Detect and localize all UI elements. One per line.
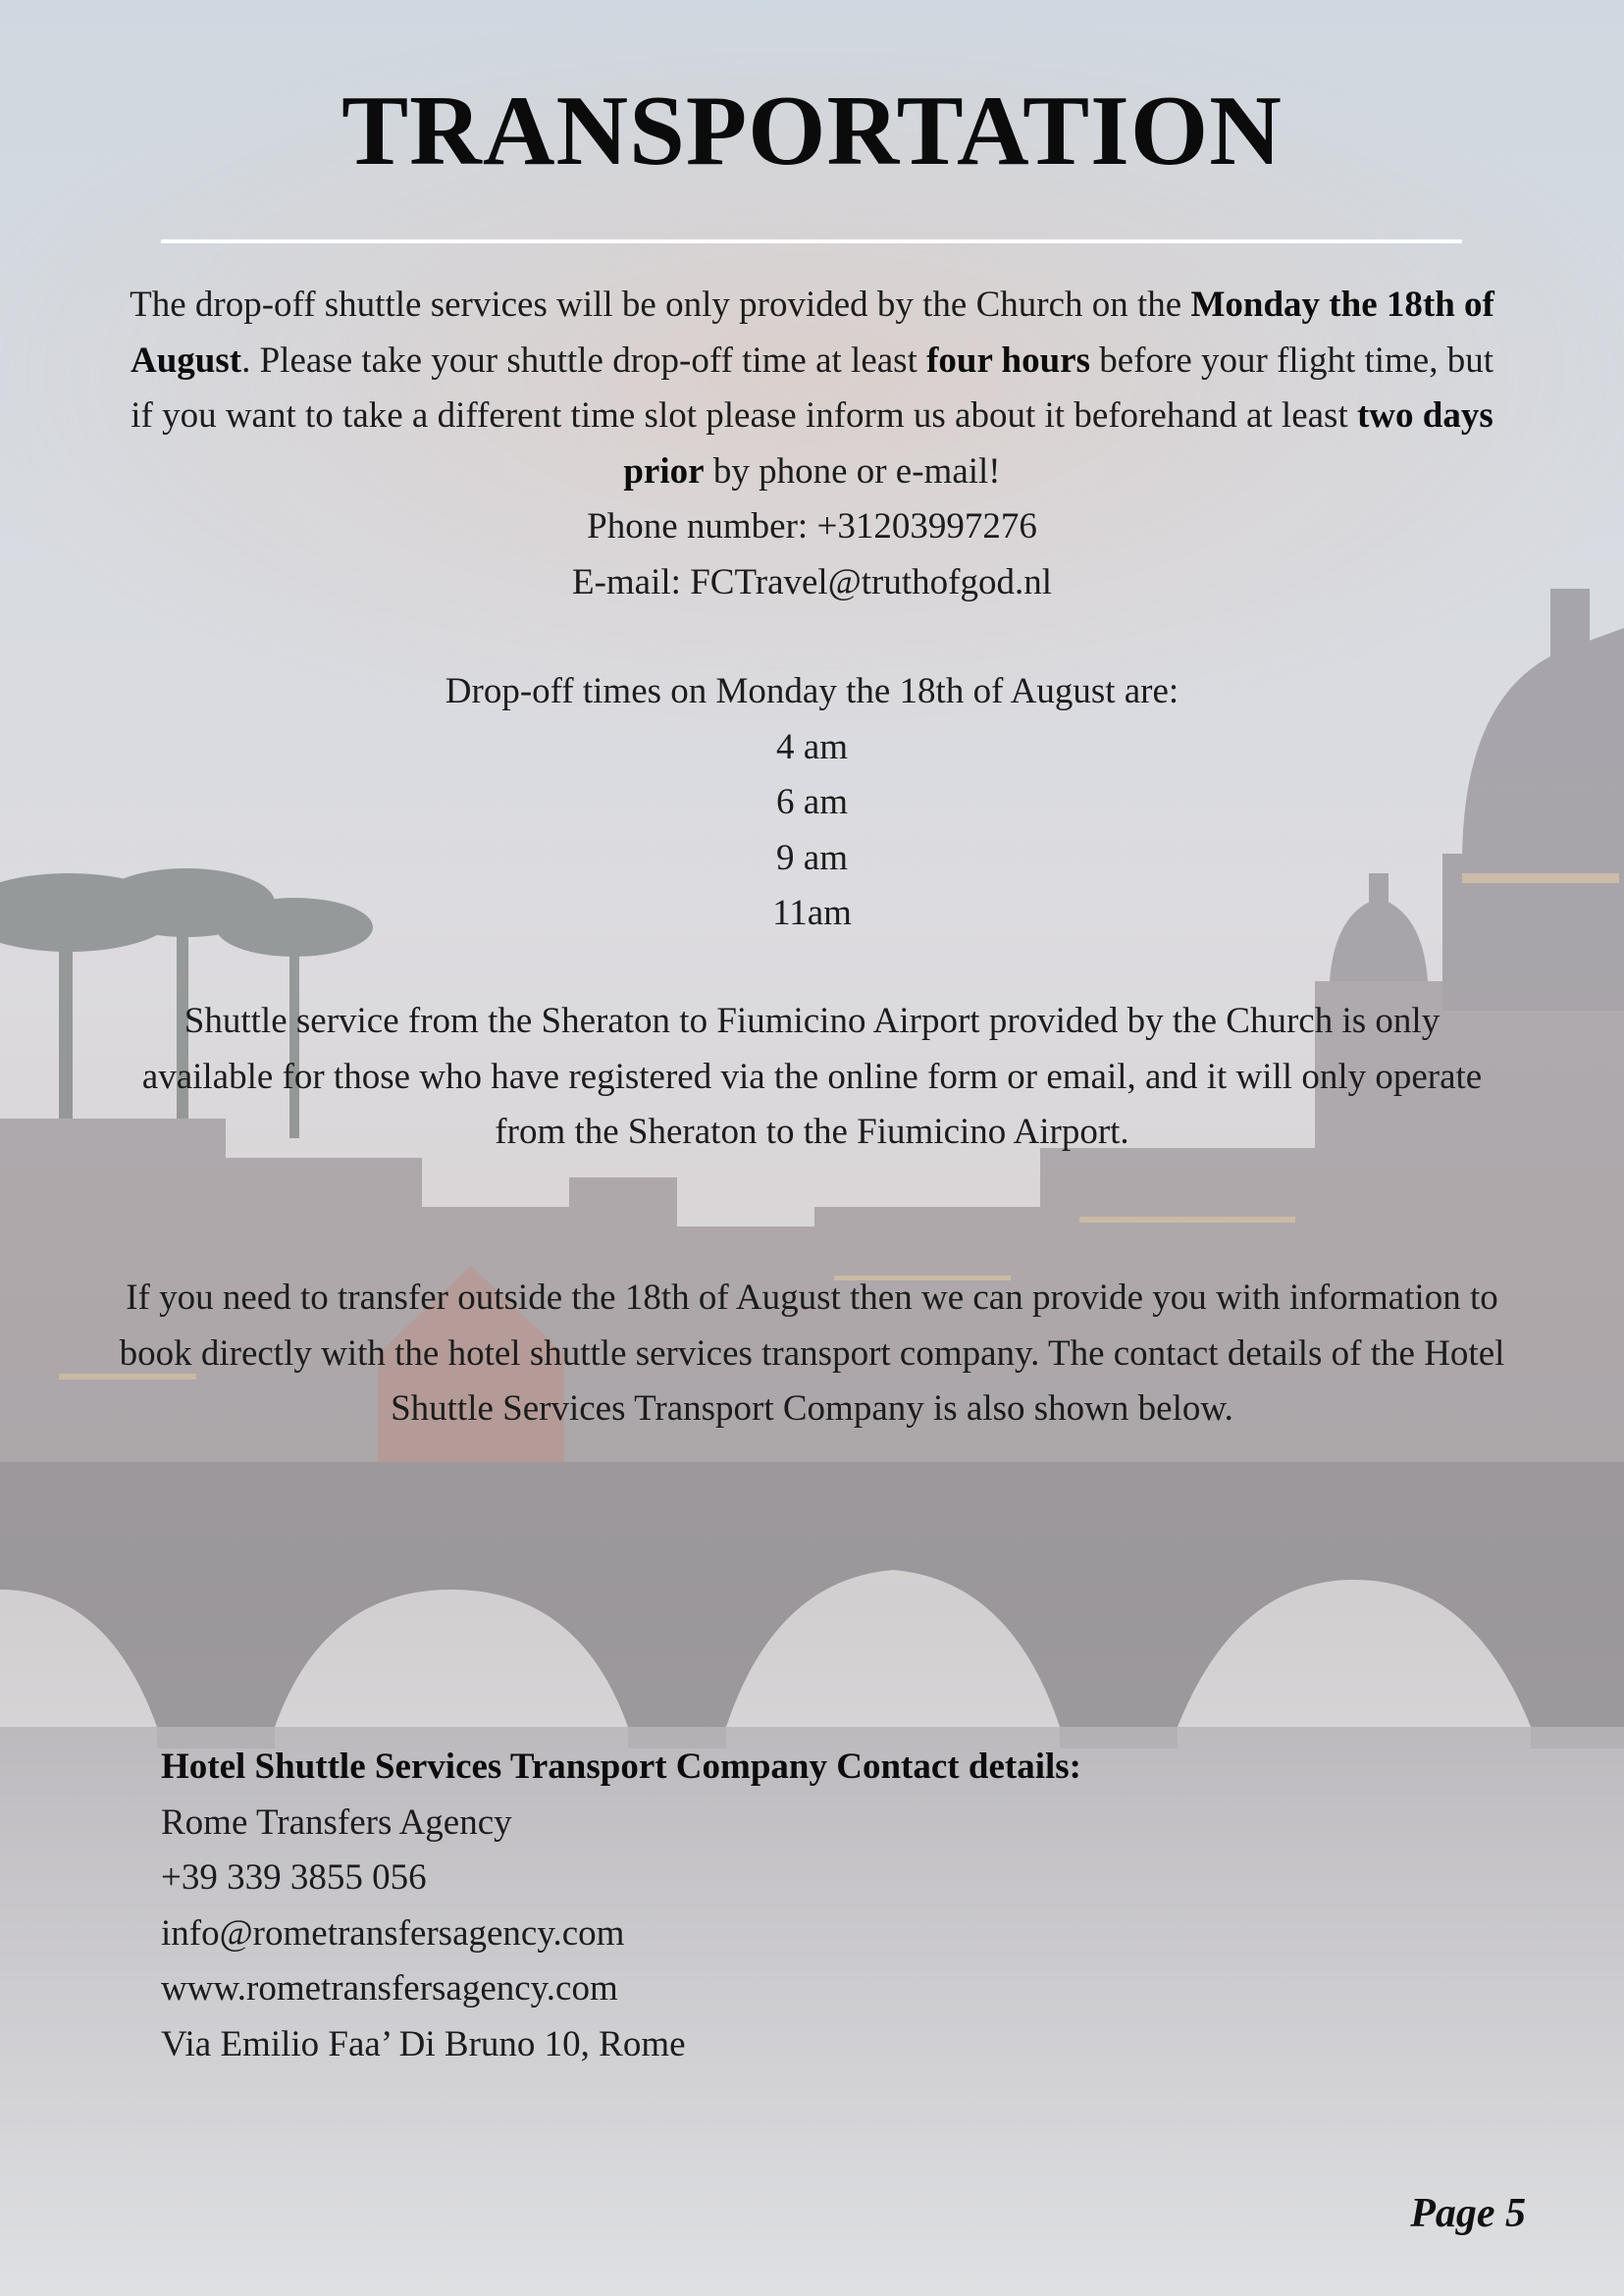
church-email: E-mail: FCTravel@truthofgod.nl (571, 561, 1053, 602)
dropoff-time: 11am (772, 893, 852, 933)
dropoff-heading: Drop-off times on Monday the 18th of August are: (445, 671, 1179, 711)
hotel-email: info@rometransfersagency.com (161, 1912, 625, 1954)
transfer-note-paragraph: If you need to transfer outside the 18th of August then we can provide you with information to book directly with the hotel shuttle services transport company. The contact details of the Hotel Shuttle Services Transport Company is also shown below. (119, 1278, 1505, 1429)
intro-bold-hours: four hours (926, 339, 1090, 381)
title-divider (161, 239, 1462, 243)
dropoff-time: 4 am (776, 726, 848, 767)
hotel-phone: +39 339 3855 056 (161, 1857, 427, 1898)
intro-paragraph (118, 278, 1506, 610)
page-title: TRANSPORTATION (341, 76, 1283, 186)
intro-text-2: . Please take your shuttle drop-off time at least (241, 339, 927, 381)
page-number: Page 5 (1410, 2191, 1526, 2236)
dropoff-time: 6 am (776, 782, 848, 822)
intro-text-1: The drop-off shuttle services will be only provided by the Church on the (130, 285, 1191, 325)
intro-bold-days: two days prior (623, 395, 1493, 492)
hotel-contact-block (161, 1740, 1240, 2072)
intro-text-4: by phone or e-mail! (704, 450, 1001, 492)
dropoff-time: 9 am (776, 837, 848, 878)
intro-bold-date: Monday the 18th of August (130, 285, 1494, 381)
church-phone: Phone number: +31203997276 (587, 506, 1037, 547)
shuttle-note-paragraph: Shuttle service from the Sheraton to Fiumicino Airport provided by the Church is only available for those who have registered via the online form or email, and it will only operate from the Sheraton to the Fiumicino Airport. (141, 1001, 1483, 1152)
hotel-contact-heading: Hotel Shuttle Services Transport Company Contact details: (161, 1747, 1081, 1787)
hotel-website: www.rometransfersagency.com (161, 1968, 618, 2009)
dropoff-times-block (118, 664, 1506, 942)
hotel-address: Via Emilio Faa’ Di Bruno 10, Rome (161, 2023, 686, 2064)
intro-text-3: before your flight time, but if you want to take a different time slot please inform us about it beforehand at least (131, 339, 1494, 436)
hotel-company-name: Rome Transfers Agency (161, 1801, 512, 1843)
